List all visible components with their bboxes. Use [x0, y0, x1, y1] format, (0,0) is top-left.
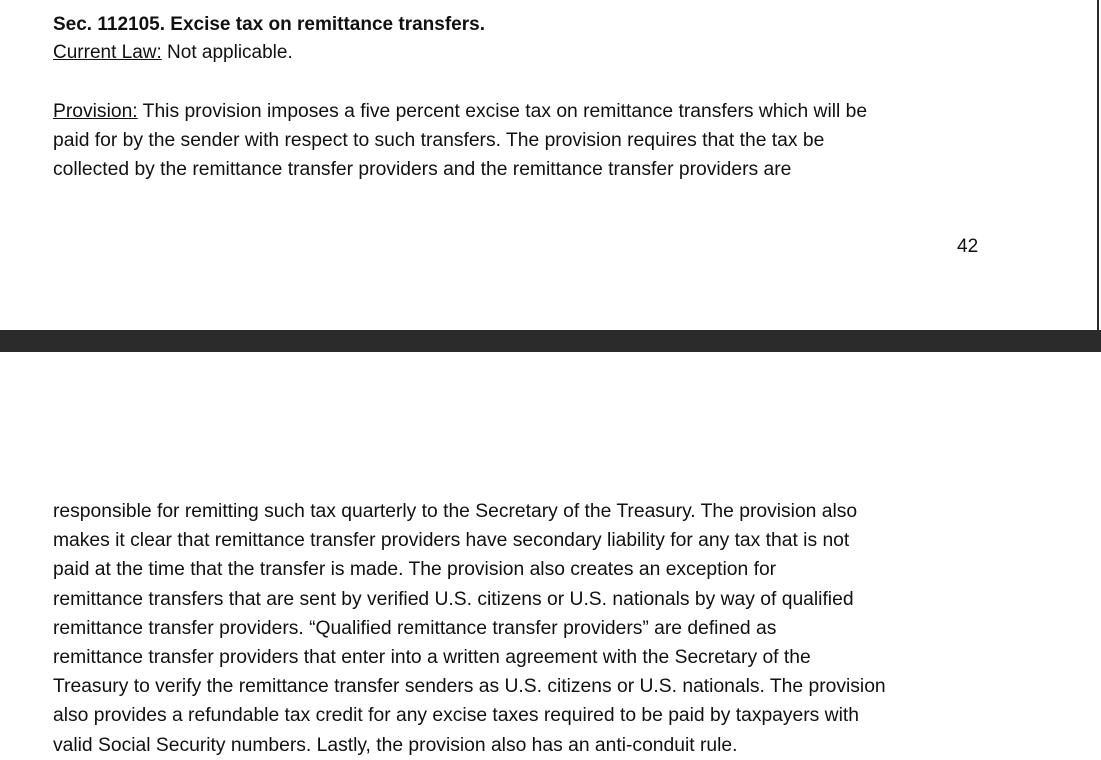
provision-line: remittance transfer providers. “Qualified remittance transfer providers” are defined as [53, 617, 777, 639]
provision-line: collected by the remittance transfer providers and the remittance transfer providers are [53, 159, 792, 180]
section-title: Sec. 112105. Excise tax on remittance transfers. [53, 14, 485, 35]
provision-paragraph-top [53, 97, 1013, 184]
provision-line: paid at the time that the transfer is made. The provision also creates an exception for [53, 559, 777, 581]
provision-line: remittance transfer providers that enter into a written agreement with the Secretary of the [53, 647, 811, 669]
provision-line: makes it clear that remittance transfer providers have secondary liability for any tax that is not [53, 530, 850, 552]
provision-line: remittance transfers that are sent by verified U.S. citizens or U.S. nationals by way of qualified [53, 588, 854, 610]
document-page-bottom [0, 352, 1097, 758]
page-separator [0, 330, 1101, 352]
current-law [53, 40, 293, 66]
current-law-text: Not applicable. [161, 42, 293, 63]
provision-line: paid for by the sender with respect to such transfers. The provision requires that the tax be [53, 130, 825, 151]
provision-line: valid Social Security numbers. Lastly, the provision also has an anti-conduit rule. [53, 734, 738, 756]
provision-paragraph-bottom [53, 497, 1043, 760]
page-number: 42 [957, 236, 979, 257]
provision-label: Provision: [53, 101, 138, 122]
document-page-top [0, 0, 1099, 330]
current-law-label: Current Law: [53, 42, 162, 63]
provision-line [53, 97, 1013, 126]
provision-text: This provision imposes a five percent excise tax on remittance transfers which will be [137, 101, 868, 122]
provision-line: responsible for remitting such tax quarterly to the Secretary of the Treasury. The provision also [53, 501, 858, 522]
provision-line: also provides a refundable tax credit for any excise taxes required to be paid by taxpayers with [53, 705, 859, 727]
provision-line: Treasury to verify the remittance transfer senders as U.S. citizens or U.S. nationals. The provision [53, 676, 886, 698]
